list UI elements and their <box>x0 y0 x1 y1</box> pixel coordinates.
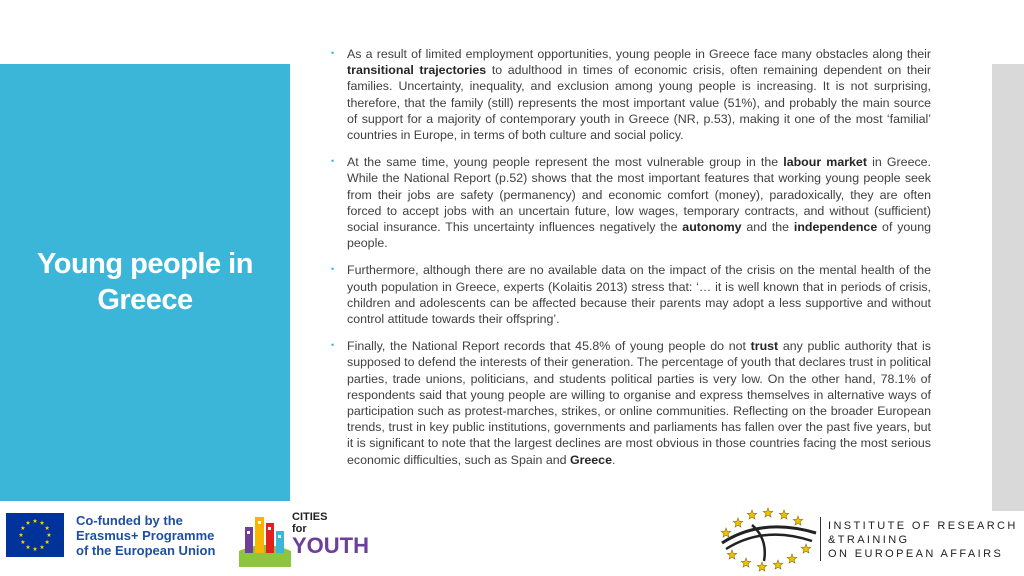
bullet-text: to adulthood in times of economic crisis, often remaining dependent on their families. Uncertainty, inequality, and exclusion among young people is increasing. It is not surprising, therefore, that the family (still) represents the most important value (51%), and probably the main source of support for a majority of contemporary youth in Greece (NR, p.53), making it one of the most ‘familial’ countries in Europe, in terms of both culture and social policy. <box>347 63 931 143</box>
bullet-text: and the <box>741 220 794 235</box>
bullet-item <box>330 338 931 468</box>
bullet-text: of young people. <box>347 220 931 251</box>
iret-star-icon <box>779 510 789 519</box>
bullet-text: Furthermore, although there are no available data on the impact of the crisis on the mental health of the youth population in Greece, experts (Kolaitis 2013) stress that: ‘… it is well known that in periods of crisis, children and adolescents can be affected because their parents may adopt a less supportive and without control attitude towards their offspring’. <box>347 263 931 327</box>
slide-title <box>0 246 290 318</box>
bullet-item <box>330 46 931 143</box>
iret-star-icon <box>787 554 797 563</box>
eu-funding-text <box>76 513 236 558</box>
iret-star-icon <box>721 528 731 537</box>
right-side-strip <box>992 64 1024 511</box>
bullet-text: At the same time, young people represent the most vulnerable group in the <box>347 155 784 170</box>
eu-text-line-2: Erasmus+ Programme <box>76 528 215 543</box>
bullet-text: . <box>611 452 616 467</box>
iret-star-icon <box>773 560 783 569</box>
footer <box>0 501 1024 576</box>
cities-text-line-2: for <box>292 523 307 535</box>
cities-text-line-3: YOUTH <box>292 533 369 558</box>
iret-star-icon <box>763 508 773 517</box>
slide-title-line-1: Young people in <box>37 248 253 280</box>
cities-text-line-1: CITIES <box>292 511 328 523</box>
iret-star-icon <box>757 562 767 571</box>
eu-flag-icon <box>6 513 64 557</box>
eu-text-line-3: of the European Union <box>76 543 216 558</box>
bullet-emphasis: autonomy <box>682 220 742 235</box>
iret-text-line-3: ON EUROPEAN AFFAIRS <box>828 548 1004 560</box>
bullet-emphasis: trust <box>750 339 779 354</box>
eu-text-line-1: Co-funded by the <box>76 513 183 528</box>
iret-star-icon <box>727 550 737 559</box>
bullet-emphasis: transitional trajectories <box>347 63 487 78</box>
iret-name-text <box>828 519 1018 561</box>
iret-text-line-2: &TRAINING <box>828 534 910 546</box>
bullet-emphasis: Greece <box>569 452 612 467</box>
iret-star-icon <box>747 510 757 519</box>
iret-star-icon <box>741 558 751 567</box>
bullet-item <box>330 154 931 251</box>
iret-star-logo <box>712 503 820 575</box>
iret-star-icon <box>793 516 803 525</box>
iret-star-icon <box>801 544 811 553</box>
iret-divider <box>820 517 821 561</box>
bullet-text: As a result of limited employment opportunities, young people in Greece face many obstacles along their <box>347 47 931 61</box>
cities-for-youth-text <box>292 511 369 557</box>
slide-title-line-2: Greece <box>97 284 193 316</box>
bullet-text: any public authority that is supposed to defend the interests of their generation. The percentage of youth that declares trust in political parties, trade unions, politicians, and students political parties is very low. On the other hand, 78.1% of respondents said that young people are willing to organise and express themselves in alternative ways of participation such as protest-marches, strikes, or online communities. Reflecting on the broader European trends, trust in key public institutions, governments and parliaments has fallen over the past five years, but it is significant to note that the largest declines are most obvious in those countries facing the most serious economic difficulties, such as Spain and <box>347 339 931 467</box>
bullet-item <box>330 262 931 327</box>
cities-for-youth-logo <box>235 507 295 569</box>
iret-star-icon <box>733 518 743 527</box>
bullet-list <box>330 46 931 479</box>
bullet-emphasis: labour market <box>783 155 867 170</box>
bullet-text: Finally, the National Report records that 45.8% of young people do not <box>347 339 751 354</box>
iret-text-line-1: INSTITUTE OF RESEARCH <box>828 520 1018 532</box>
bullet-text: in Greece. While the National Report (p.52) shows that the most important features that working young people seek from their jobs are safety (permanency) and economic comfort (money), paradoxically, they are often forced to accept jobs with an uncertain future, low wages, temporary contracts, and without (sufficient) social insurance. This uncertainty influences negatively the <box>347 155 931 235</box>
bullet-emphasis: independence <box>793 220 878 235</box>
